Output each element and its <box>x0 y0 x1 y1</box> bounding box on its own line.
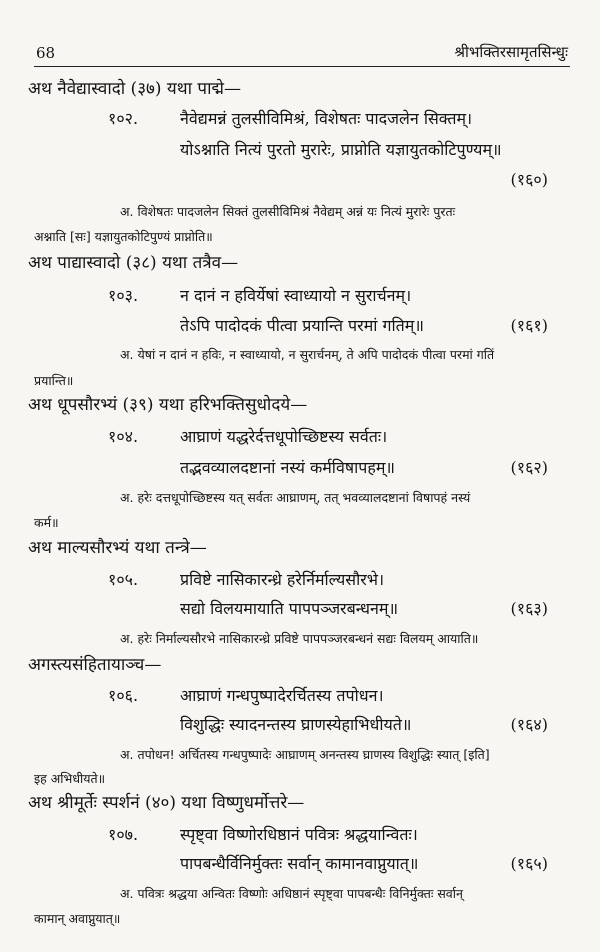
verse-number: (१६१) <box>510 316 548 335</box>
header-rule <box>34 66 570 67</box>
verse-line: पापबन्धैर्विनिर्मुक्तः सर्वान् कामानवाप्नुयात्॥ <box>180 854 419 873</box>
verse-line: योऽश्नाति नित्यं पुरतो मुरारेः, प्राप्नोति यज्ञायुतकोटिपुण्यम्॥ <box>180 140 502 159</box>
section-heading: अथ पाद्यास्वादो (३८) यथा तत्रैव— <box>28 253 239 273</box>
verse-line: विशुद्धिः स्यादनन्तस्य घ्राणस्येहाभिधीयते॥ <box>180 715 412 734</box>
verse-label: १०३. <box>108 286 139 305</box>
anvaya-line: कर्म॥ <box>34 515 59 530</box>
section-heading: अथ श्रीमूर्तेः स्पर्शनं (४०) यथा विष्णुधर्मोत्तरे— <box>28 793 305 813</box>
verse-label: १०२. <box>108 109 139 128</box>
anvaya-line: अ. येषां न दानं न हविः, न स्वाध्यायो, न सुरार्चनम्, ते अपि पादोदकं पीत्वा परमां गतिं <box>120 347 495 362</box>
verse-number: (१६५) <box>510 854 548 873</box>
verse-line: तेऽपि पादोदकं पीत्वा प्रयान्ति परमां गतिम्॥ <box>180 316 424 335</box>
anvaya-line: अ. विशेषतः पादजलेन सिक्तं तुलसीविमिश्रं नैवेद्यम् अन्नं यः नित्यं मुरारेः पुरतः <box>120 204 456 219</box>
verse-label: १०४. <box>108 427 139 446</box>
verse-line: नैवेद्यमन्नं तुलसीविमिश्रं, विशेषतः पादजलेन सिक्तम्। <box>180 109 473 128</box>
verse-label: १०६. <box>108 686 139 705</box>
verse-line: प्रविष्टे नासिकारन्ध्रे हरेर्निर्माल्यसौरभे। <box>180 570 385 589</box>
section-heading: अथ नैवेद्यास्वादो (३७) यथा पाद्मे— <box>28 79 241 99</box>
anvaya-line: कामान् अवाप्नुयात्॥ <box>34 911 121 926</box>
verse-number: (१६३) <box>510 599 548 618</box>
anvaya-line: अ. हरेः निर्माल्यसौरभे नासिकारन्ध्रे प्रविष्टे पापपञ्जरबन्धनं सद्यः विलयम् आयाति॥ <box>120 631 479 646</box>
verse-line: तद्भवव्यालदष्टानां नस्यं कर्मविषापहम्॥ <box>180 458 395 477</box>
verse-label: १०५. <box>108 570 139 589</box>
verse-line: आघ्राणं गन्धपुष्पादेरर्चितस्य तपोधन। <box>180 686 384 705</box>
section-heading: अथ धूपसौरभ्यं (३९) यथा हरिभक्तिसुधोदये— <box>28 395 308 415</box>
verse-number: (१६२) <box>510 458 548 477</box>
section-heading: अगस्त्यसंहितायाञ्च— <box>28 655 162 675</box>
verse-number: (१६४) <box>510 715 548 734</box>
anvaya-line: प्रयान्ति॥ <box>34 373 74 388</box>
running-title: श्रीभक्तिरसामृतसिन्धुः <box>454 43 568 61</box>
anvaya-line: अ. तपोधन! अर्चितस्य गन्धपुष्पादेः आघ्राणम् अनन्तस्य घ्राणस्य विशुद्धिः स्यात् [इति] <box>120 747 490 762</box>
verse-line: सद्यो विलयमायाति पापपञ्जरबन्धनम्॥ <box>180 599 399 618</box>
verse-label: १०७. <box>108 825 139 844</box>
page-number: 68 <box>36 44 56 62</box>
verse-line: आघ्राणं यद्धरेर्दत्तधूपोच्छिष्टस्य सर्वतः। <box>180 427 388 446</box>
verse-line: न दानं न हविर्येषां स्वाध्यायो न सुरार्चनम्। <box>180 286 412 305</box>
anvaya-line: अ. हरेः दत्तधूपोच्छिष्टस्य यत् सर्वतः आघ्राणम्, तत् भवव्यालदष्टानां विषापहं नस्यं <box>120 490 471 505</box>
verse-line: स्पृष्ट्वा विष्णोरधिष्ठानं पवित्रः श्रद्धयान्वितः। <box>180 825 418 844</box>
section-heading: अथ माल्यसौरभ्यं यथा तन्त्रे— <box>28 538 207 558</box>
anvaya-line: इह अभिधीयते॥ <box>34 771 106 786</box>
verse-number: (१६०) <box>510 170 548 189</box>
anvaya-line: अश्नाति [सः] यज्ञायुतकोटिपुण्यं प्राप्नोति॥ <box>34 229 213 244</box>
anvaya-line: अ. पवित्रः श्रद्धया अन्वितः विष्णोः अधिष्ठानं स्पृष्ट्वा पापबन्धैः विनिर्मुक्तः सर्वान् <box>120 886 463 901</box>
